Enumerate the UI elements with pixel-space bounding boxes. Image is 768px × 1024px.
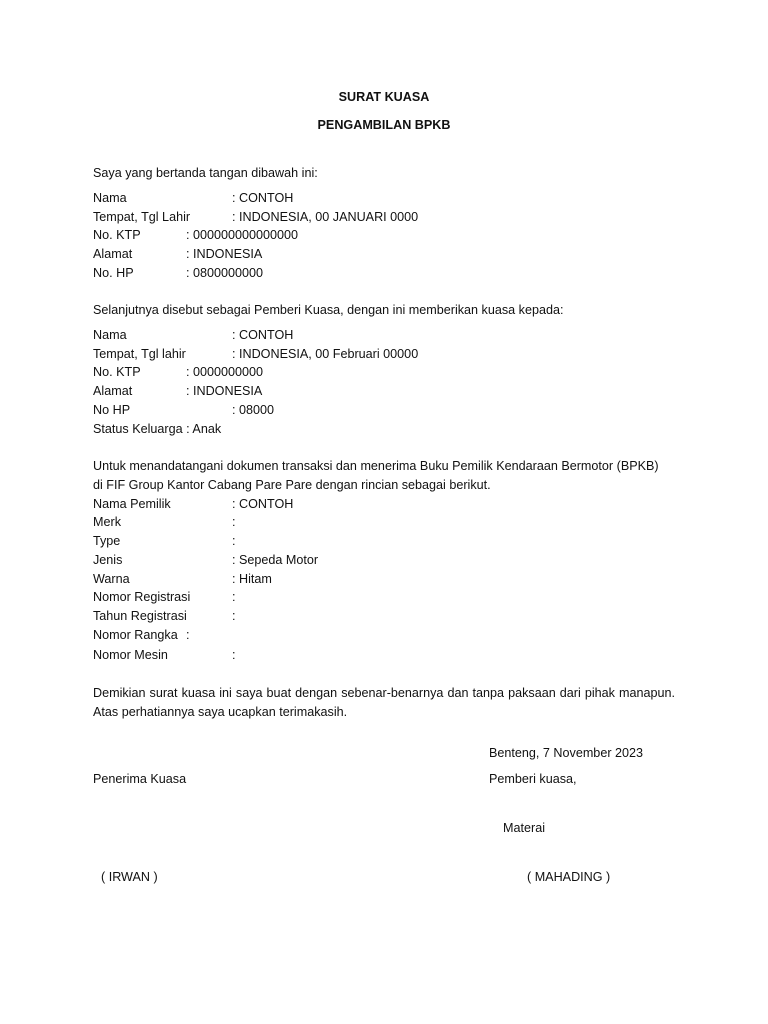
purpose-line-1: Untuk menandatangani dokumen transaksi dan menerima Buku Pemilik Kendaraan Bermotor (BPKB) <box>93 459 659 473</box>
vehicle-label-kind: Jenis <box>93 553 123 567</box>
grantor-value-phone: : 0800000000 <box>186 266 264 280</box>
grantor-value-birth: : INDONESIA, 00 JANUARI 0000 <box>232 210 419 224</box>
grantor-label-name: Nama <box>93 191 127 205</box>
vehicle-value-color: : Hitam <box>232 572 272 586</box>
vehicle-label-color: Warna <box>93 572 130 586</box>
vehicle-value-reg-number: : <box>232 590 236 604</box>
grantor-value-ktp: : 000000000000000 <box>186 228 299 242</box>
grantor-label-ktp: No. KTP <box>93 228 141 242</box>
vehicle-label-brand: Merk <box>93 515 121 529</box>
grantor-label-address: Alamat <box>93 247 133 261</box>
vehicle-label-engine: Nomor Mesin <box>93 648 168 662</box>
grantor-signature-name: ( MAHADING ) <box>527 870 611 884</box>
place-date: Benteng, 7 November 2023 <box>489 746 644 760</box>
vehicle-label-type: Type <box>93 534 121 548</box>
grantor-label-birth: Tempat, Tgl Lahir <box>93 210 191 224</box>
grantee-value-address: : INDONESIA <box>186 384 263 398</box>
grantee-signature-heading: Penerima Kuasa <box>93 772 187 786</box>
grantee-label-address: Alamat <box>93 384 133 398</box>
grantee-label-phone: No HP <box>93 403 131 417</box>
vehicle-value-brand: : <box>232 515 236 529</box>
grantee-value-phone: : 08000 <box>232 403 275 417</box>
grantor-value-name: : CONTOH <box>232 191 294 205</box>
vehicle-value-kind: : Sepeda Motor <box>232 553 319 567</box>
grantee-value-birth: : INDONESIA, 00 Februari 00000 <box>232 347 419 361</box>
letter-title: SURAT KUASA <box>338 90 430 104</box>
vehicle-value-type: : <box>232 534 236 548</box>
letter-subtitle: PENGAMBILAN BPKB <box>317 118 451 132</box>
grantee-label-birth: Tempat, Tgl lahir <box>93 347 186 361</box>
grantor-label-phone: No. HP <box>93 266 134 280</box>
vehicle-label-reg-year: Tahun Registrasi <box>93 609 187 623</box>
vehicle-value-engine: : <box>232 648 236 662</box>
grantee-status: Status Keluarga : Anak <box>93 422 222 436</box>
vehicle-value-chassis: : <box>186 628 190 642</box>
closing-paragraph: Demikian surat kuasa ini saya buat dengan sebenar-benarnya dan tanpa paksaan dari pihak manapun. Atas perhatiannya saya ucapkan terimakasih. <box>93 686 675 719</box>
stamp-label: Materai <box>503 821 545 835</box>
purpose-line-2: di FIF Group Kantor Cabang Pare Pare dengan rincian sebagai berikut. <box>93 478 491 492</box>
vehicle-label-chassis: Nomor Rangka <box>93 628 178 642</box>
grantee-value-ktp: : 0000000000 <box>186 365 264 379</box>
grantor-signature-heading: Pemberi kuasa, <box>489 772 577 786</box>
grantee-signature-name: ( IRWAN ) <box>101 870 158 884</box>
grantee-label-ktp: No. KTP <box>93 365 141 379</box>
vehicle-label-owner: Nama Pemilik <box>93 497 171 511</box>
grantor-value-address: : INDONESIA <box>186 247 263 261</box>
grantee-label-name: Nama <box>93 328 127 342</box>
vehicle-label-reg-number: Nomor Registrasi <box>93 590 191 604</box>
transition-text: Selanjutnya disebut sebagai Pemberi Kuasa, dengan ini memberikan kuasa kepada: <box>93 303 564 317</box>
vehicle-value-owner: : CONTOH <box>232 497 294 511</box>
grantee-value-name: : CONTOH <box>232 328 294 342</box>
intro-text: Saya yang bertanda tangan dibawah ini: <box>93 166 318 180</box>
vehicle-value-reg-year: : <box>232 609 236 623</box>
